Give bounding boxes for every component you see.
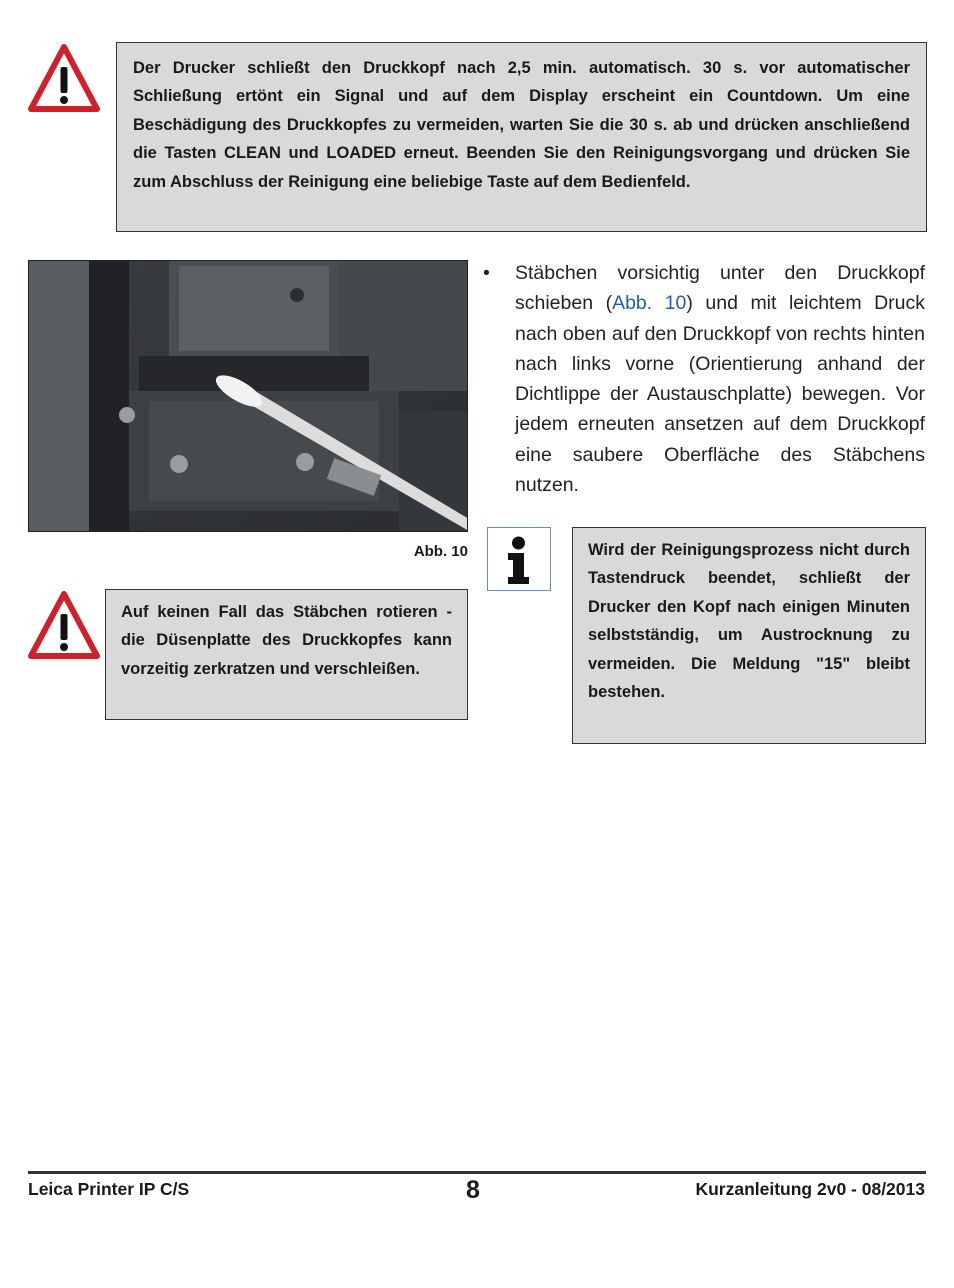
footer-page-number: 8 [466,1176,480,1204]
warning-note-bottom-text: Auf keinen Fall das Stäbchen rotieren - die Düsenplatte des Druckkopfes kann vorzeitig zerkratzen und verschleißen. [121,603,452,678]
figure-caption: Abb. 10 [413,543,468,560]
figure-reference-link[interactable]: Abb. 10 [612,292,687,315]
info-note [572,527,926,744]
footer-document-version: Kurzanleitung 2v0 - 08/2013 [695,1179,925,1199]
warning-note-bottom [105,589,468,720]
info-note-text: Wird der Reinigungsprozess nicht durch Tastendruck beendet, schließt der Drucker den Kopf nach einigen Minuten selbstständig, um Austrocknung zu vermeiden. Die Meldung "15" bleibt bestehen. [588,541,910,702]
warning-note-top [116,42,927,232]
warning-triangle-icon [28,43,100,113]
info-icon [487,527,551,591]
instruction-text-end: ) und mit leichtem Druck nach oben auf den Druckkopf von rechts hinten nach links vorne (Orientierung anhand der Dichtlippe der Austauschplatte) bewegen. Vor jedem erneuten ansetzen auf dem Druckkopf eine saubere Oberfläche des Stäbchens nutzen. [515,292,925,497]
instruction-text-start: Stäbchen vorsichtig unter den Druckkopf schieben ( [515,262,925,315]
footer-product-name: Leica Printer IP C/S [28,1179,190,1199]
bullet-marker: • [483,262,490,284]
instruction-text [515,258,925,500]
footer-divider [28,1171,926,1174]
warning-note-top-text: Der Drucker schließt den Druckkopf nach 2,5 min. automatisch. 30 s. vor automatischer Schließung ertönt ein Signal und auf dem Display erscheint ein Countdown. Um eine Beschädigung des Druckkopfes zu vermeiden, warten Sie die 30 s. ab und drücken anschließend die Tasten CLEAN und LOADED erneut. Beenden Sie den Reinigungsvorgang und drücken Sie zum Abschluss der Reinigung eine beliebige Taste auf dem Bedienfeld. [133,59,910,191]
printhead-cleaning-photo [28,260,468,532]
warning-triangle-icon [28,590,100,660]
